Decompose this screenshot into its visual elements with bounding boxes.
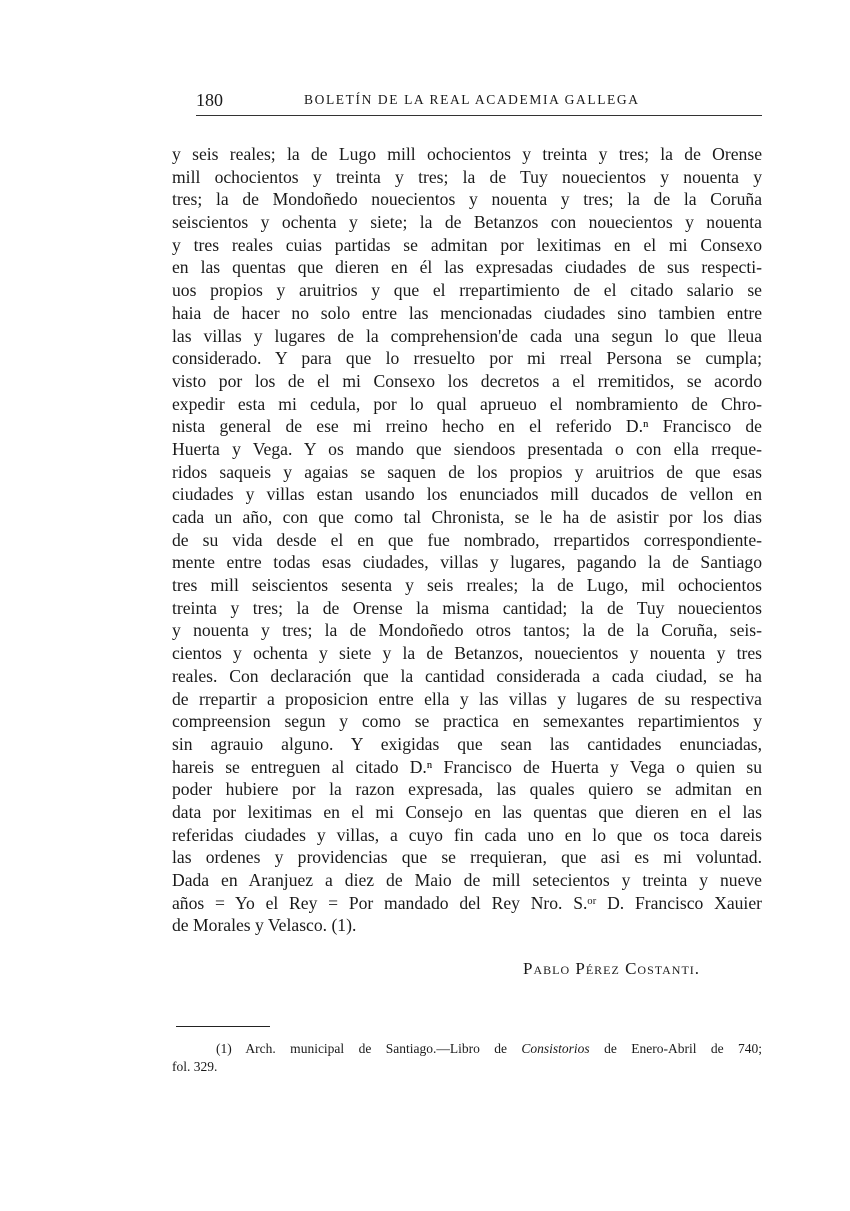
text-line: las villas y lugares de la comprehension'de cada una segun lo que lleua xyxy=(172,325,762,346)
text-line: Dada en Aranjuez a diez de Maio de mill setecientos y treinta y nueve xyxy=(172,870,762,890)
text-line: treinta y tres; la de Orense la misma cantidad; la de Tuy nouecientos xyxy=(172,597,762,618)
text-line: y nouenta y tres; la de Mondoñedo otros tantos; la de la Coruña, seis- xyxy=(172,620,762,641)
text-line: sin agrauio alguno. Y exigidas que sean las cantidades enunciadas, xyxy=(172,733,762,754)
text-line: cada un año, con que como tal Chronista, se le ha de asistir por los dias xyxy=(172,507,762,527)
text-line: compreension segun y como se practica en semexantes repartimientos y xyxy=(172,711,762,732)
footnote-line-2: fol. 329. xyxy=(172,1059,218,1074)
text-line: y tres reales cuias partidas se admitan por lexitimas en el mi Consexo xyxy=(172,234,762,255)
signature: Pablo Pérez Costanti. xyxy=(523,959,701,978)
text-line: considerado. Y para que lo rresuelto por mi rreal Persona se cumpla; xyxy=(172,348,762,369)
text-line: en las quentas que dieren en él las expresadas ciudades de sus respecti- xyxy=(172,257,762,278)
footnote-text: Arch. municipal de Santiago.—Libro de xyxy=(245,1041,507,1056)
text-line: de su vida desde el en que fue nombrado, rrepartidos correspondiente- xyxy=(172,529,762,550)
text-line: reales. Con declaración que la cantidad considerada a cada ciudad, se ha xyxy=(172,665,762,686)
text-line: haia de hacer no solo entre las mencionadas ciudades sino tambien entre xyxy=(172,302,762,323)
text-line: hareis se entreguen al citado D.ⁿ Francisco de Huerta y Vega o quien su xyxy=(172,756,762,777)
text-line: mill ochocientos y treinta y tres; la de Tuy nouecientos y nouenta y xyxy=(172,166,762,187)
text-line: de rrepartir a proposicion entre ella y las villas y lugares de su respectiva xyxy=(172,688,762,709)
text-line: tres; la de Mondoñedo nouecientos y nouenta y tres; la de la Coruña xyxy=(172,189,762,210)
footnote xyxy=(172,1040,762,1076)
text-line: de Morales y Velasco. (1). xyxy=(172,915,357,936)
header-rule xyxy=(196,115,762,116)
footnote-italic-title: Consistorios xyxy=(521,1041,590,1056)
footnote-line-1 xyxy=(172,1040,762,1058)
footnote-marker: (1) xyxy=(216,1041,232,1056)
text-line: seiscientos y ochenta y siete; la de Betanzos con nouecientos y nouenta xyxy=(172,212,762,233)
text-line: cientos y ochenta y siete y la de Betanzos, nouecientos y nouenta y tres xyxy=(172,643,762,664)
text-line: ciudades y villas estan usando los enunciados mill ducados de vellon en xyxy=(172,484,762,505)
page-number: 180 xyxy=(196,90,223,110)
text-line: Huerta y Vega. Y os mando que siendoos presentada o con ella rreque- xyxy=(172,438,762,459)
running-title: BOLETÍN DE LA REAL ACADEMIA GALLEGA xyxy=(304,92,640,107)
text-line: nista general de ese mi rreino hecho en el referido D.ⁿ Francisco de xyxy=(172,416,762,437)
text-line: poder hubiere por la razon expresada, las quales quiero se admitan en xyxy=(172,779,762,800)
running-header xyxy=(196,90,762,112)
text-line: las ordenes y providencias que se rrequieran, que asi es mi voluntad. xyxy=(172,847,762,868)
body-text xyxy=(172,143,762,937)
text-line: expedir esta mi cedula, por lo qual aprueuo el nombramiento de Chro- xyxy=(172,393,762,414)
text-line: ridos saqueis y agaias se saquen de los propios y aruitrios de que esas xyxy=(172,461,762,482)
footnote-rule xyxy=(176,1026,270,1027)
text-line: tres mill seiscientos sesenta y seis rreales; la de Lugo, mil ochocientos xyxy=(172,575,762,596)
text-line: uos propios y aruitrios y que el rrepartimiento de el citado salario se xyxy=(172,280,762,301)
text-line: data por lexitimas en el mi Consejo en las quentas que dieren en el las xyxy=(172,801,762,822)
text-line: años = Yo el Rey = Por mandado del Rey Nro. S.ᵒʳ D. Francisco Xauier xyxy=(172,892,762,913)
text-line: visto por los de el mi Consexo los decretos a el rremitidos, se acordo xyxy=(172,370,762,391)
footnote-text-after: de Enero-Abril de 740; xyxy=(604,1041,762,1056)
text-line: mente entre todas esas ciudades, villas y lugares, pagando la de Santiago xyxy=(172,552,762,573)
text-line: y seis reales; la de Lugo mill ochocientos y treinta y tres; la de Orense xyxy=(172,144,762,164)
text-line: referidas ciudades y villas, a cuyo fin cada uno en lo que os toca dareis xyxy=(172,824,762,845)
